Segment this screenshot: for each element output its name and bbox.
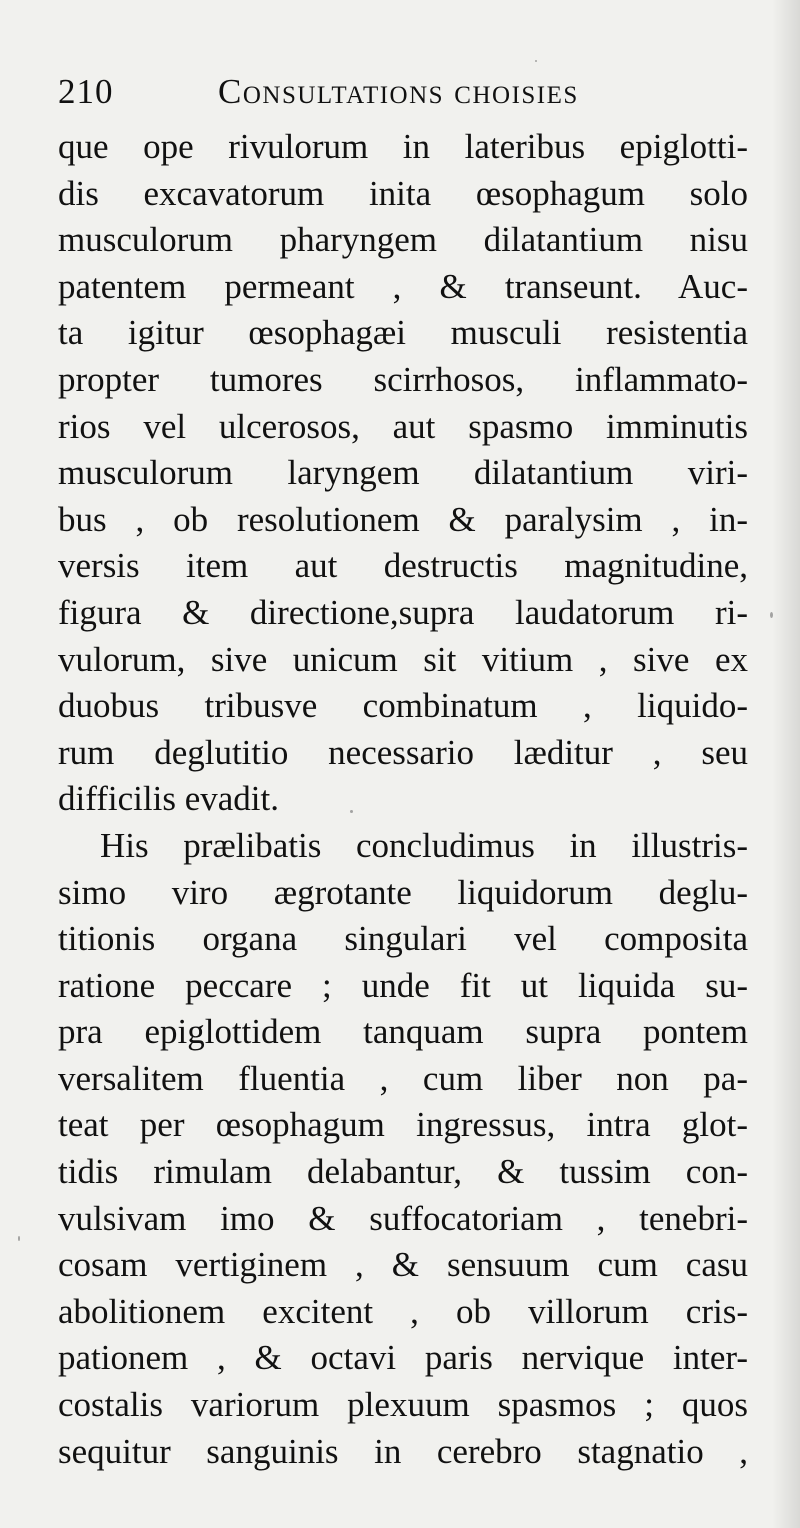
text-line: pationem , & octavi paris nervique inter-: [58, 1338, 748, 1378]
text-line: abolitionem excitent , ob villorum cris-: [58, 1291, 748, 1331]
text-line: musculorum laryngem dilatantium viri-: [58, 453, 748, 493]
text-line: pra epiglottidem tanquam supra pontem: [58, 1012, 748, 1052]
text-line: que ope rivulorum in lateribus epiglotti-: [58, 127, 748, 166]
page-header: [58, 66, 748, 118]
text-line: ta igitur œsophagæi musculi resistentia: [58, 313, 748, 353]
paragraph-end-line: difficilis evadit.: [58, 779, 279, 819]
text-line: vulsivam imo & suffocatoriam , tenebri-: [58, 1198, 748, 1238]
text-line: teat per œsophagum ingressus, intra glot-: [58, 1105, 748, 1145]
page-edge-shadow: [772, 0, 800, 1528]
text-line: musculorum pharyngem dilatantium nisu: [58, 220, 748, 260]
text-line: patentem permeant , & transeunt. Auc-: [58, 266, 748, 306]
text-line: vulorum, sive unicum sit vitium , sive ex: [58, 639, 748, 679]
text-line: rios vel ulcerosos, aut spasmo imminutis: [58, 406, 748, 446]
paper-speck: [535, 60, 537, 62]
text-line: sequitur sanguinis in cerebro stagnatio ,: [58, 1431, 748, 1471]
text-line: propter tumores scirrhosos, inflammato-: [58, 359, 748, 399]
text-line: ratione peccare ; unde fit ut liquida su-: [58, 965, 748, 1005]
page-number: 210: [58, 72, 114, 111]
text-line: figura & directione,supra laudatorum ri-: [58, 592, 748, 632]
text-line: cosam vertiginem , & sensuum cum casu: [58, 1245, 748, 1285]
running-title: Consultations choisies: [218, 72, 579, 111]
body-text: [58, 124, 748, 1475]
text-line: bus , ob resolutionem & paralysim , in-: [58, 499, 748, 539]
text-line: versalitem fluentia , cum liber non pa-: [58, 1058, 748, 1098]
text-line: rum deglutitio necessario læditur , seu: [58, 732, 748, 772]
text-line: duobus tribusve combinatum , liquido-: [58, 686, 748, 726]
text-line: simo viro ægrotante liquidorum deglu-: [58, 872, 748, 912]
text-line: versis item aut destructis magnitudine,: [58, 546, 748, 586]
text-line: tidis rimulam delabantur, & tussim con-: [58, 1152, 748, 1192]
paper-speck: [770, 612, 773, 618]
paper-speck: [18, 1236, 20, 1241]
text-line: costalis variorum plexuum spasmos ; quos: [58, 1385, 748, 1425]
text-line: dis excavatorum inita œsophagum solo: [58, 173, 748, 213]
text-line: titionis organa singulari vel composita: [58, 919, 748, 959]
paragraph-first-line: His prælibatis concludimus in illustris-: [100, 825, 748, 865]
